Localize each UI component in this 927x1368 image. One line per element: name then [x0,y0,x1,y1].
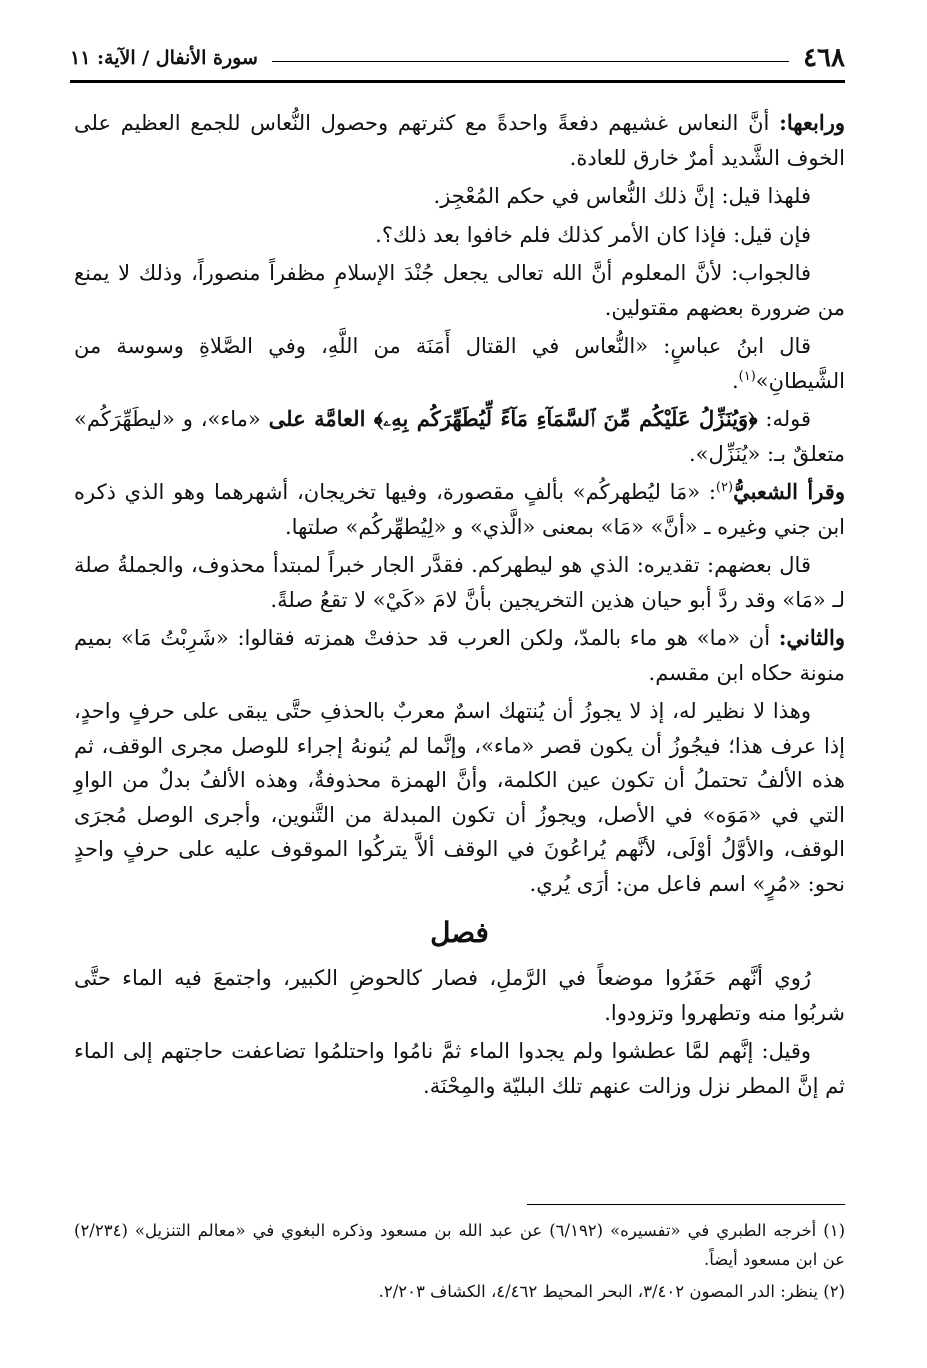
paragraph-text: قال ابنُ عباسٍ: «النُّعاس في القتال أَمَنَة من اللَّهِ، وفي الصَّلاةِ وسوسة من الشَّيطانِ» [74,334,845,393]
paragraph-text: فإن قيل: فإذا كان الأمر كذلك فلم خافوا بعد ذلك؟. [375,222,811,247]
footnotes [74,1216,845,1309]
paragraph-qala-badhuhum [74,548,845,617]
paragraph-thani [74,621,845,690]
paragraph-text: فالجواب: لأنَّ المعلوم أنَّ الله تعالى يجعل جُنْدَ الإسلامِ مظفراً منصوراً، وذلك لا يمنع من ضرورة بعضهم مقتولين. [74,261,845,320]
paragraph-ruwiya [74,961,845,1030]
running-header [70,38,845,78]
main-text [74,106,845,1107]
paragraph-text: قال بعضهم: تقديره: الذي هو ليطهركم. فقدَّر الجار خبراً لمبتدأ محذوف، والجملةُ صلة لـ «مَا» وقد ردَّ أبو حيان هذين التخريجين بأنَّ لامَ «كَيْ» لا تقعُ صلةً. [74,553,845,612]
paragraph-ibn-abbas [74,329,845,398]
footnote-ref-2[interactable]: (٢) [715,480,734,495]
paragraph-text: رُوي أنَّهم حَفَرُوا موضعاً في الرَّملِ، فصار كالحوضِ الكبير، واجتمعَ فيه الماء حتَّى شربُوا منه وتطهروا وتزودوا. [74,966,845,1025]
header-rule [272,61,789,62]
section-title: فصل [430,916,489,949]
verse-intro: قوله: [757,407,811,431]
paragraph-text: وهذا لا نظير له، إذ لا يجوزُ أن يُنتهك اسمٌ معربٌ بالحذفِ حتَّى يبقى على حرفٍ واحدٍ، إذا عرف هذا؛ فيجُوزُ أن يكون قصر «ماء»، وإنَّما لم يُنونهُ إجراء للوصل مجرى الوقف، ثم هذه الألفُ تحتملُ أن تكون عين الكلمة، وأنَّ الهمزة محذوفةٌ، وهذه الألفُ بدلٌ من الواوِ التي في «مَوَه» في الأصل، ويجوزُ أن تكون المبدلة من التَّنوين، وأجرى الوصل مُجرَى الوقف، والأوَّلُ أوْلَى، لأنَّهم يُراعُونَ في الوقف ألاَّ يتركُوا الموقوف عليه على حرفٍ واحدٍ نحو: «مُرٍ» اسم فاعل من: أرَى يُري. [74,699,845,896]
paragraph-hadha-la-nazir [74,694,845,901]
paragraph-shabi [74,475,845,544]
surah-label: سورة الأنفال / الآية: ١١ [70,47,258,69]
paragraph-rabiuha [74,106,845,175]
footnote-1: (١) أخرجه الطبري في «تفسيره» (٦/١٩٢) عن عبد الله بن مسعود وذكره البغوي في «معالم التنزيل» (٢/٢٣٤) عن ابن مسعود أيضاً. [74,1221,845,1269]
paragraph-text: أن «ما» هو ماء بالمدّ، ولكن العرب قد حذفتْ همزته فقالوا: «شَرِبْتُ مَا» بميم منونة حكاه ابن مقسم. [74,626,845,685]
paragraph-wa-qila [74,1034,845,1103]
verse-middle: العامَّة على [268,406,374,431]
paragraph-text: وقيل: إنَّهم لمَّا عطشوا ولم يجدوا الماء ثمَّ نامُوا واحتلمُوا تضاعفت حاجتهم إلى الماء ثم إنَّ المطر نزل وزالت عنهم تلك البليّة والمِحْنَة. [74,1039,845,1098]
verse-rest: «ماء»، و «ليطَهِّرَكُم» متعلقٌ بـ: «يُنَزِّل». [74,407,845,466]
paragraph-verse [74,402,845,471]
paragraph-fa-lihadha [74,179,845,214]
paragraph-answer [74,256,845,325]
paragraph-question [74,218,845,253]
page-number: ٤٦٨ [803,43,845,73]
paragraph-text: أنَّ النعاس غشيهم دفعةً واحدةً مع كثرتهم وحصول النُّعاس للجمع العظيم على الخوف الشَّديد أمرٌ خارق للعادة. [74,111,845,170]
paragraph-text: : «مَا ليُطهركُم» بألفٍ مقصورة، وفيها تخريجان، أشهرهما وهو الذي ذكره ابن جني وغيره ـ «أنَّ» «مَا» بمعنى «الَّذي» و «لِيُطهِّركُم» صلتها. [74,480,845,539]
footnote-ref-1[interactable]: (١) [738,368,756,384]
paragraph-text: فلهذا قيل: إنَّ ذلك النُّعاس في حكم المُعْجِز. [433,184,811,208]
footnote-divider [527,1204,845,1205]
paragraph-tail: . [731,368,739,393]
footnote-2: (٢) ينظر: الدر المصون ٣/٤٠٢، البحر المحيط ٤/٤٦٢، الكشاف ٢/٢٠٣. [378,1282,845,1301]
header-divider [70,80,845,83]
quran-verse: ﴿وَيُنَزِّلُ عَلَيْكُم مِّنَ ٱلسَّمَآءِ مَآءً لِّيُطَهِّرَكُم بِهِۦ﴾ [373,406,758,431]
paragraph-lead: ورابعها: [779,110,845,135]
paragraph-lead: والثاني: [778,625,845,650]
paragraph-lead: وقرأ الشعبيُّ [733,479,845,504]
